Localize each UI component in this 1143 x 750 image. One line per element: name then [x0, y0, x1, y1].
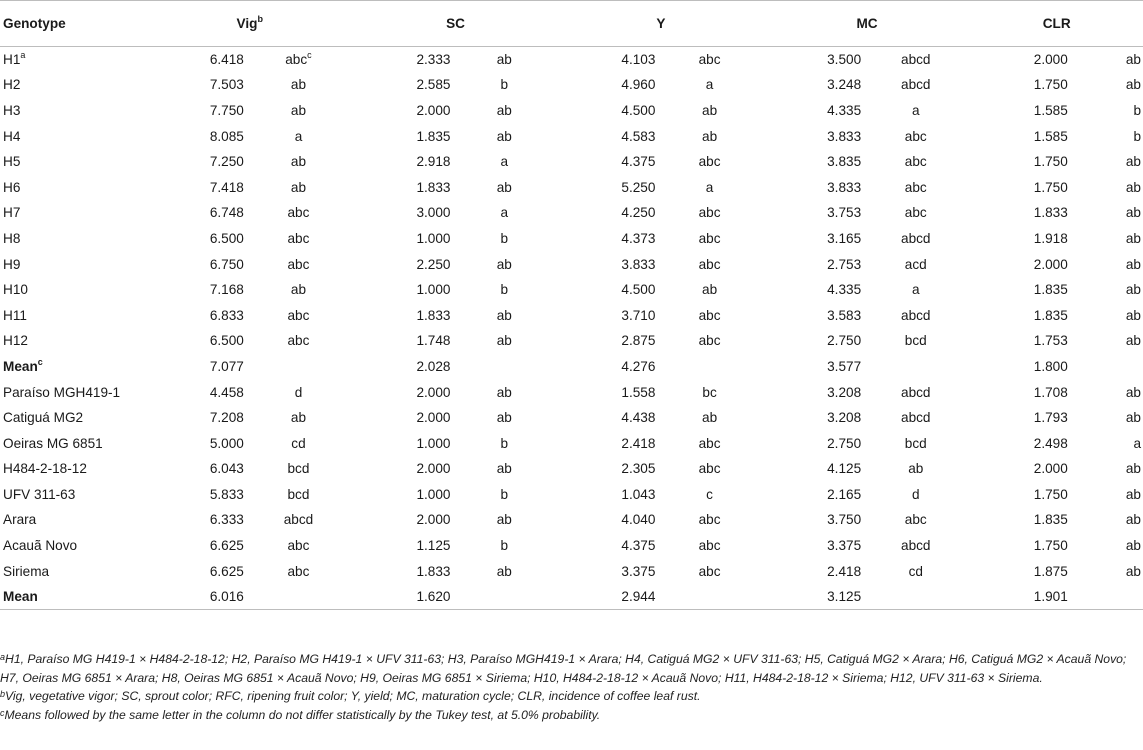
vig-value-cell: 6.500 [209, 333, 244, 349]
genotype-cell: H11 [3, 307, 27, 323]
mc-letter-cell: ab [908, 461, 924, 477]
vig-letter-cell: abcd [283, 512, 314, 528]
sc-letter-cell: ab [496, 384, 512, 400]
sc-value-cell: 1.000 [416, 435, 451, 451]
y-letter-cell: ab [702, 102, 718, 118]
vig-value-cell: 6.625 [209, 563, 244, 579]
sc-letter-cell: ab [496, 307, 512, 323]
genotype-cell: Acauã Novo [3, 538, 78, 554]
mc-value-cell: 2.165 [827, 486, 862, 502]
vig-letter-cell: abc [287, 307, 310, 323]
mc-letter-cell: cd [908, 563, 923, 579]
y-letter-cell: a [705, 77, 714, 93]
y-letter-cell: ab [702, 128, 718, 144]
sc-value-cell: 1.833 [416, 563, 451, 579]
y-letter-cell: abc [698, 154, 721, 170]
mc-value-cell: 2.418 [827, 563, 862, 579]
vig-value-cell: 5.833 [209, 486, 244, 502]
y-value-cell: 4.103 [621, 52, 656, 68]
sc-letter-cell: ab [496, 512, 512, 528]
mc-letter-cell: a [911, 282, 920, 298]
table-row [0, 251, 1143, 277]
mc-letter-cell: abcd [901, 307, 931, 323]
mc-letter-cell: a [911, 102, 920, 118]
sc-letter-cell: ab [496, 128, 512, 144]
y-letter-cell: a [705, 179, 714, 195]
table-row [0, 123, 1143, 149]
vig-letter-cell: abc [287, 563, 310, 579]
clr-letter-cell: ab [1125, 538, 1141, 554]
clr-value-cell: 1.918 [1033, 230, 1068, 246]
genotype-cell: Arara [3, 512, 37, 528]
header-sc: SC [353, 1, 558, 47]
clr-letter-cell: ab [1125, 563, 1141, 579]
footnote: $^b$Vig, vegetative vigor; SC, sprout color; RFC, ripening fruit color; Y, yield; MC, maturation cycle; CLR, incidence of coffee leaf rust. [0, 689, 701, 703]
clr-value-cell: 1.833 [1033, 205, 1068, 221]
vig-letter-cell [244, 354, 353, 380]
mc-letter-cell [861, 584, 970, 610]
sc-value-cell: 2.333 [416, 52, 451, 68]
sc-value-cell: 2.000 [416, 512, 451, 528]
table-row [0, 149, 1143, 175]
mc-letter-cell: abcd [901, 384, 931, 400]
sc-letter-cell: ab [496, 179, 512, 195]
table-row [0, 482, 1143, 508]
clr-value-cell: 1.750 [1033, 154, 1068, 170]
mc-letter-cell: abc [904, 128, 927, 144]
genotype-cell: H8 [3, 230, 21, 246]
table-row [0, 430, 1143, 456]
mc-letter-cell: abc [904, 205, 927, 221]
mc-letter-cell: abcd [901, 230, 931, 246]
mc-value-cell: 4.335 [827, 282, 862, 298]
clr-value-cell: 1.753 [1033, 333, 1068, 349]
sc-value-cell: 2.250 [416, 256, 451, 272]
y-value-cell: 3.710 [621, 307, 656, 323]
genotype-cell: Oeiras MG 6851 [3, 435, 103, 451]
vig-value-cell: 6.418 [209, 52, 244, 68]
vig-value-cell: 7.750 [209, 102, 244, 118]
y-value-cell: 4.276 [621, 358, 656, 374]
y-value-cell: 2.944 [558, 584, 655, 610]
mc-value-cell: 3.753 [827, 205, 862, 221]
vig-letter-cell: ab [290, 102, 307, 118]
mc-value-cell: 4.335 [827, 102, 862, 118]
clr-value-cell: 1.835 [1033, 282, 1068, 298]
sc-letter-cell: ab [496, 256, 512, 272]
genotype-cell: H4 [3, 128, 21, 144]
clr-value-cell: 1.750 [1033, 538, 1068, 554]
table-row [0, 174, 1143, 200]
clr-value-cell: 1.585 [1033, 128, 1068, 144]
table-row [0, 328, 1143, 354]
table-row [0, 507, 1143, 533]
mc-value-cell: 3.500 [827, 52, 862, 68]
clr-value-cell: 1.800 [1033, 358, 1068, 374]
mc-letter-cell: abc [904, 179, 927, 195]
vig-value-cell: 6.043 [209, 461, 244, 477]
sc-letter-cell: b [500, 77, 509, 93]
sc-letter-cell: ab [496, 563, 512, 579]
y-letter-cell: abc [698, 307, 721, 323]
y-value-cell: 4.375 [621, 154, 656, 170]
table-row [0, 354, 1143, 380]
table-row [0, 405, 1143, 431]
vig-value-cell: 7.208 [209, 410, 244, 426]
sc-letter-cell: b [500, 538, 509, 554]
clr-letter-cell [1068, 354, 1143, 380]
y-value-cell: 3.833 [621, 256, 656, 272]
y-letter-cell: abc [698, 230, 721, 246]
sc-value-cell: 1.125 [416, 538, 451, 554]
vig-value-cell: 6.333 [209, 512, 244, 528]
y-value-cell: 4.500 [621, 102, 656, 118]
clr-letter-cell: ab [1125, 333, 1141, 349]
sc-value-cell: 1.833 [416, 179, 451, 195]
vig-value-cell: 7.503 [209, 77, 244, 93]
header-y: Y [558, 1, 764, 47]
mc-value-cell: 3.208 [827, 410, 862, 426]
genotype-cell: H10 [3, 282, 28, 298]
vig-letter-cell: ab [290, 154, 307, 170]
vig-value-cell: 8.085 [209, 128, 244, 144]
mc-value-cell: 3.833 [827, 128, 862, 144]
y-letter-cell: abc [698, 563, 721, 579]
sc-value-cell: 2.918 [416, 154, 451, 170]
vig-value-cell: 7.168 [209, 282, 244, 298]
vig-letter-cell: bcd [287, 461, 310, 477]
y-value-cell: 1.043 [621, 486, 656, 502]
sc-letter-cell [451, 584, 559, 610]
genotype-cell: H1$^a$ [3, 50, 26, 68]
vig-letter-cell: a [294, 128, 303, 144]
sc-letter-cell: ab [496, 410, 512, 426]
mc-value-cell: 3.125 [764, 584, 861, 610]
y-value-cell: 1.558 [621, 384, 656, 400]
sc-value-cell: 2.000 [416, 461, 451, 477]
vig-letter-cell: abc [287, 333, 310, 349]
genotype-cell: H6 [3, 179, 21, 195]
mc-value-cell: 2.750 [827, 333, 862, 349]
vig-value-cell: 6.016 [146, 584, 243, 610]
sc-value-cell: 1.000 [416, 282, 451, 298]
vig-value-cell: 5.000 [209, 435, 244, 451]
header-row [0, 1, 1143, 47]
mc-value-cell: 3.583 [827, 307, 862, 323]
y-letter-cell: bc [702, 384, 717, 400]
vig-value-cell: 7.250 [209, 154, 244, 170]
y-letter-cell: abc [698, 435, 721, 451]
y-value-cell: 4.960 [621, 77, 656, 93]
y-letter-cell: abc [698, 52, 721, 68]
header-genotype: Genotype [0, 1, 146, 47]
sc-letter-cell [451, 354, 559, 380]
vig-letter-cell: abc [287, 538, 310, 554]
clr-letter-cell: ab [1125, 384, 1141, 400]
y-letter-cell: abc [698, 256, 721, 272]
vig-letter-cell: ab [290, 410, 307, 426]
sc-value-cell: 2.000 [416, 410, 451, 426]
clr-letter-cell: ab [1125, 486, 1141, 502]
y-value-cell: 3.375 [621, 563, 656, 579]
y-value-cell: 4.373 [621, 230, 656, 246]
vig-value-cell: 4.458 [209, 384, 244, 400]
clr-value-cell: 1.585 [1033, 102, 1068, 118]
mc-value-cell: 2.753 [827, 256, 862, 272]
sc-value-cell: 2.028 [416, 358, 451, 374]
clr-value-cell: 1.750 [1033, 77, 1068, 93]
mc-letter-cell: bcd [904, 435, 927, 451]
y-letter-cell [655, 584, 763, 610]
vig-letter-cell: bcd [287, 486, 310, 502]
y-value-cell: 4.438 [621, 410, 656, 426]
clr-value-cell: 2.000 [1033, 52, 1068, 68]
clr-value-cell: 1.835 [1033, 512, 1068, 528]
y-value-cell: 2.305 [621, 461, 656, 477]
y-letter-cell: c [706, 486, 713, 502]
mc-value-cell: 3.165 [827, 230, 862, 246]
y-letter-cell [655, 354, 763, 380]
genotype-cell: H484-2-18-12 [3, 461, 87, 477]
vig-value-cell: 6.625 [209, 538, 244, 554]
mc-value-cell: 3.577 [827, 358, 862, 374]
genotype-cell: H2 [3, 77, 21, 93]
mc-value-cell: 3.375 [827, 538, 862, 554]
clr-letter-cell: ab [1125, 307, 1141, 323]
footnote: $^c$Means followed by the same letter in the column do not differ statistically by the Tukey test, at 5.0% probability. [0, 707, 601, 722]
clr-letter-cell: ab [1125, 179, 1141, 195]
clr-letter-cell: a [1133, 435, 1141, 451]
vig-letter-cell: abc$^c$ [285, 50, 312, 68]
sc-letter-cell: a [500, 154, 509, 170]
vig-letter-cell [244, 584, 353, 610]
clr-letter-cell [1068, 584, 1143, 610]
y-value-cell: 4.250 [621, 205, 656, 221]
clr-value-cell: 1.835 [1033, 307, 1068, 323]
clr-letter-cell: ab [1125, 282, 1141, 298]
sc-letter-cell: b [500, 230, 509, 246]
mc-letter-cell: d [911, 486, 920, 502]
table-row [0, 226, 1143, 252]
mc-value-cell: 4.125 [827, 461, 862, 477]
table-row [0, 98, 1143, 124]
mc-letter-cell: abc [904, 512, 927, 528]
vig-letter-cell: ab [290, 77, 307, 93]
vig-letter-cell: cd [291, 435, 306, 451]
sc-letter-cell: b [500, 486, 509, 502]
y-letter-cell: abc [698, 538, 721, 554]
mc-letter-cell: abcd [901, 410, 931, 426]
sc-value-cell: 1.835 [416, 128, 451, 144]
y-value-cell: 4.375 [621, 538, 656, 554]
sc-value-cell: 1.833 [416, 307, 451, 323]
vig-value-cell: 7.418 [209, 179, 244, 195]
mc-letter-cell [861, 354, 970, 380]
genotype-cell: Siriema [3, 563, 50, 579]
clr-letter-cell: ab [1125, 52, 1141, 68]
vig-letter-cell: abc [287, 205, 310, 221]
genotype-cell: Catiguá MG2 [3, 410, 84, 426]
y-letter-cell: ab [702, 410, 718, 426]
table-row [0, 379, 1143, 405]
table-row [0, 456, 1143, 482]
y-letter-cell: ab [702, 282, 718, 298]
clr-value-cell: 1.750 [1033, 486, 1068, 502]
vig-letter-cell: ab [290, 282, 307, 298]
genotype-cell: H9 [3, 256, 21, 272]
vig-value-cell: 6.500 [209, 230, 244, 246]
clr-value-cell: 2.000 [1033, 256, 1068, 272]
vig-value-cell: 6.748 [209, 205, 244, 221]
genotype-cell: H3 [3, 102, 21, 118]
vig-letter-cell: abc [287, 256, 310, 272]
clr-letter-cell: ab [1125, 77, 1141, 93]
mc-letter-cell: abcd [901, 538, 931, 554]
clr-value-cell: 1.750 [1033, 179, 1068, 195]
header-mc: MC [764, 1, 971, 47]
table-row [0, 200, 1143, 226]
y-value-cell: 4.040 [621, 512, 656, 528]
clr-letter-cell: ab [1125, 461, 1141, 477]
vig-letter-cell: ab [290, 179, 307, 195]
genotype-cell: H12 [3, 333, 28, 349]
y-value-cell: 2.875 [621, 333, 656, 349]
clr-letter-cell: ab [1125, 256, 1141, 272]
table-body [0, 47, 1143, 610]
sc-value-cell: 2.000 [416, 384, 451, 400]
sc-value-cell: 1.000 [416, 486, 451, 502]
sc-value-cell: 1.620 [353, 584, 450, 610]
table-row [0, 558, 1143, 584]
clr-value-cell: 1.708 [1033, 384, 1068, 400]
sc-letter-cell: b [500, 282, 509, 298]
genotype-cell: H5 [3, 154, 21, 170]
mc-letter-cell: bcd [904, 333, 927, 349]
mc-value-cell: 3.208 [827, 384, 862, 400]
clr-value-cell: 2.498 [1033, 435, 1068, 451]
sc-value-cell: 3.000 [416, 205, 451, 221]
mc-letter-cell: abc [904, 154, 927, 170]
table-row [0, 47, 1143, 73]
genotype-cell: Paraíso MGH419-1 [3, 384, 121, 400]
genotype-cell: H7 [3, 205, 21, 221]
y-letter-cell: abc [698, 333, 721, 349]
table-row [0, 533, 1143, 559]
sc-value-cell: 2.585 [416, 77, 451, 93]
genotype-cell: UFV 311-63 [3, 486, 76, 502]
clr-value-cell: 2.000 [1033, 461, 1068, 477]
clr-letter-cell: ab [1125, 230, 1141, 246]
clr-letter-cell: ab [1125, 154, 1141, 170]
vig-value-cell: 6.750 [209, 256, 244, 272]
footnotes [0, 650, 1143, 724]
header-clr: CLR [970, 1, 1143, 47]
y-value-cell: 5.250 [621, 179, 656, 195]
mc-letter-cell: acd [904, 256, 927, 272]
sc-letter-cell: ab [496, 461, 512, 477]
vig-letter-cell: abc [287, 230, 310, 246]
table-row [0, 277, 1143, 303]
clr-value-cell: 1.875 [1033, 563, 1068, 579]
genotype-cell: Mean$^c$ [3, 356, 43, 374]
vig-value-cell: 7.077 [209, 358, 244, 374]
sc-letter-cell: ab [496, 52, 512, 68]
table-row [0, 584, 1143, 610]
clr-letter-cell: ab [1125, 205, 1141, 221]
vig-value-cell: 6.833 [209, 307, 244, 323]
mc-letter-cell: abcd [901, 77, 931, 93]
table-row [0, 302, 1143, 328]
genotype-cell: Mean [0, 584, 146, 610]
vig-letter-cell: d [294, 384, 303, 400]
mc-value-cell: 3.248 [827, 77, 862, 93]
y-letter-cell: abc [698, 205, 721, 221]
clr-letter-cell: ab [1125, 410, 1141, 426]
mc-letter-cell: abcd [901, 52, 931, 68]
y-value-cell: 2.418 [621, 435, 656, 451]
header-vig: Vig$^b$ [146, 1, 353, 47]
mc-value-cell: 3.833 [827, 179, 862, 195]
table-row [0, 72, 1143, 98]
sc-value-cell: 2.000 [416, 102, 451, 118]
sc-value-cell: 1.748 [416, 333, 451, 349]
y-value-cell: 4.583 [621, 128, 656, 144]
mc-value-cell: 3.750 [827, 512, 862, 528]
mc-value-cell: 2.750 [827, 435, 862, 451]
clr-letter-cell: ab [1125, 512, 1141, 528]
sc-letter-cell: b [500, 435, 509, 451]
footnote: $^a$H1, Paraíso MG H419-1 × H484-2-18-12; H2, Paraíso MG H419-1 × UFV 311-63; H3, Paraíso MGH419-1 × Arara; H4, Catiguá MG2 × UFV 311-63; H5, Catiguá MG2 × Arara; H6, Catiguá MG2 × Acauã Novo; H7, Oeiras MG 6851 × Arara; H8, Oeiras MG 6851 × Acauã Novo; H9, Oeiras MG 6851 × Siriema; H10, H484-2-18-12 × Acauã Novo; H11, H484-2-18-12 × Siriema; H12, UFV 311-63 × Siriema. [0, 652, 1127, 685]
clr-letter-cell: b [1133, 128, 1141, 144]
sc-letter-cell: a [500, 205, 509, 221]
clr-value-cell: 1.901 [970, 584, 1067, 610]
clr-value-cell: 1.793 [1033, 410, 1068, 426]
clr-letter-cell: b [1133, 102, 1141, 118]
y-letter-cell: abc [698, 461, 721, 477]
sc-letter-cell: ab [496, 333, 512, 349]
mc-value-cell: 3.835 [827, 154, 862, 170]
y-value-cell: 4.500 [621, 282, 656, 298]
sc-value-cell: 1.000 [416, 230, 451, 246]
sc-letter-cell: ab [496, 102, 512, 118]
y-letter-cell: abc [698, 512, 721, 528]
